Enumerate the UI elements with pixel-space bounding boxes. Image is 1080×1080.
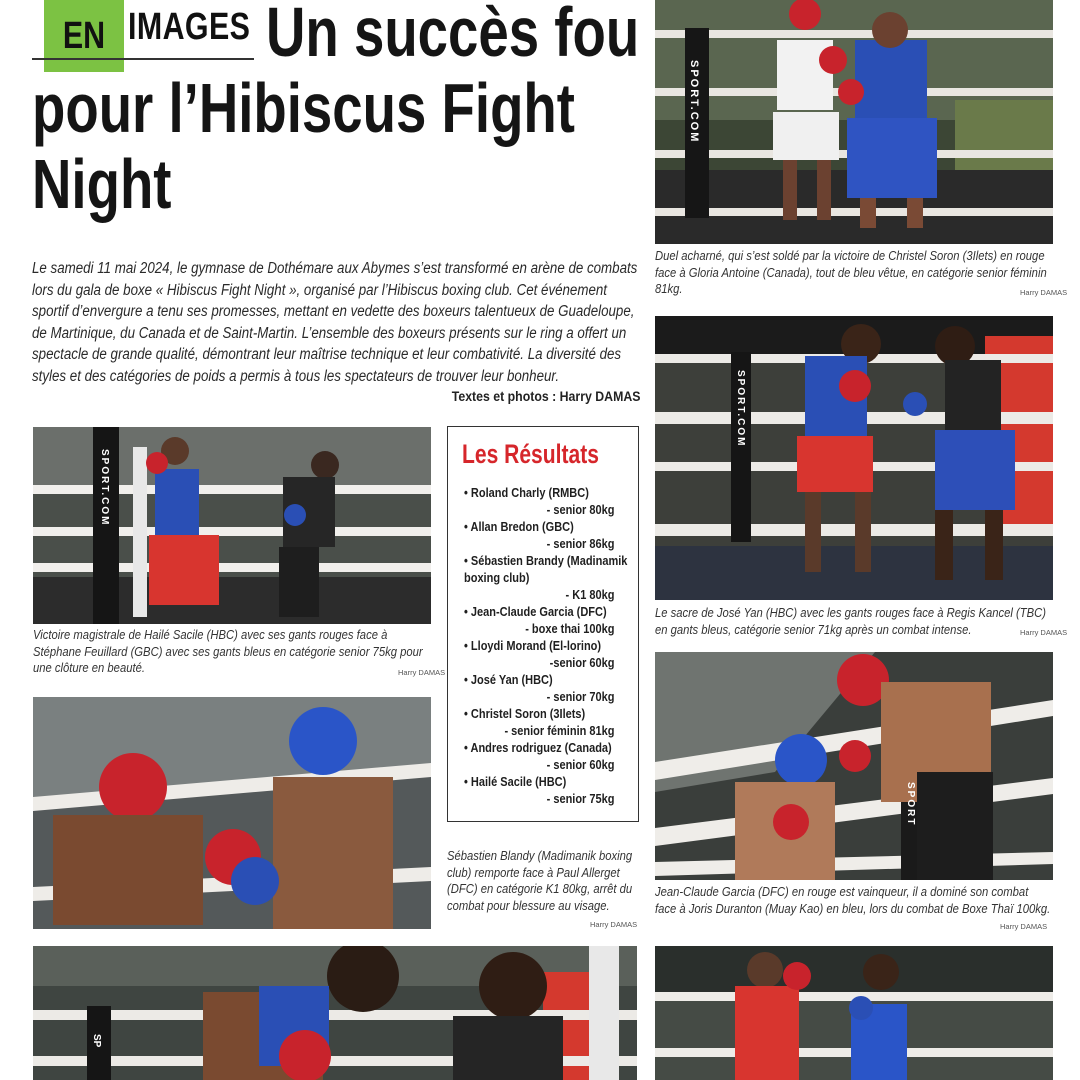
headline-line-2: pour l’Hibiscus Fight bbox=[32, 69, 575, 147]
headline-line-3: Night bbox=[32, 145, 172, 223]
article-credit: Textes et photos : Harry DAMAS bbox=[451, 388, 640, 404]
photo-credit-2: Harry DAMAS bbox=[398, 668, 446, 677]
results-list bbox=[464, 485, 634, 808]
caption-photo-1: Duel acharné, qui s’est soldé par la victoire de Christel Soron (3Ilets) en rouge face à Gloria Antoine (Canada), tout de bleu vêtue, en catégorie senior féminin 81kg. bbox=[655, 249, 1047, 296]
caption-photo-4: Sébastien Blandy (Madimanik boxing club) remporte face à Paul Allerget (DFC) en catégorie K1 80kg, arrêt du combat pour blessure au visage. bbox=[447, 849, 633, 913]
photo-bottom-left-bout bbox=[33, 946, 637, 1080]
caption-photo-5: Jean-Claude Garcia (DFC) en rouge est vainqueur, il a dominé son combat face à Joris Duranton (Muay Kao) en bleu, lors du combat de Boxe Thaï 100kg. bbox=[655, 885, 1051, 916]
corner-post-label: SPORT.COM bbox=[99, 449, 110, 527]
section-tag-en: EN bbox=[44, 0, 124, 72]
result-item: • Jean-Claude Garcia (DFC) - boxe thai 100kg bbox=[464, 604, 636, 638]
photo-soron-vs-antoine bbox=[655, 0, 1053, 244]
corner-post-label: SPORT bbox=[905, 782, 916, 827]
photo-credit-4: Harry DAMAS bbox=[590, 920, 638, 929]
photo-blandy-vs-allerget bbox=[33, 697, 431, 929]
results-title: Les Résultats bbox=[462, 439, 599, 469]
corner-post-label: SPORT.COM bbox=[735, 370, 746, 448]
photo-yan-vs-kancel bbox=[655, 316, 1053, 600]
photo-sacile-vs-feuillard bbox=[33, 427, 431, 624]
result-item: • Lloydi Morand (El-lorino) -senior 60kg bbox=[464, 638, 636, 672]
corner-post-label: SP bbox=[91, 1034, 102, 1048]
result-item: • José Yan (HBC) - senior 70kg bbox=[464, 672, 636, 706]
corner-post-label: SPORT.COM bbox=[688, 60, 700, 144]
intro-text: Le samedi 11 mai 2024, le gymnase de Dothémare aux Abymes s’est transformé en arène de combats lors du gala de boxe « Hibiscus Fight Night », organisé par l’Hibiscus boxing club. Cet événement sportif d’envergure a tenu ses promesses, mettant en vedette des boxeurs talentueux de Guadeloupe, de Martinique, du Canada et de Saint-Martin. L’ensemble des boxeurs présents sur le ring a offert un spectacle de grande qualité, démontrant leur maîtrise technique et leur combativité. La diversité des styles et des catégories de poids a permis à tous les spectateurs de trouver leur bonheur. bbox=[32, 260, 638, 385]
section-tag-images: IMAGES bbox=[128, 6, 251, 48]
result-item: • Roland Charly (RMBC) - senior 80kg bbox=[464, 485, 636, 519]
result-item: • Andres rodriguez (Canada) - senior 60kg bbox=[464, 740, 636, 774]
result-item: • Christel Soron (3Ilets) - senior féminin 81kg bbox=[464, 706, 636, 740]
photo-bottom-right-bout bbox=[655, 946, 1053, 1080]
headline-line-1: Un succès fou bbox=[266, 0, 640, 71]
photo-credit-1: Harry DAMAS bbox=[1020, 288, 1068, 297]
photo-garcia-vs-duranton bbox=[655, 652, 1053, 880]
photo-credit-3: Harry DAMAS bbox=[1020, 628, 1068, 637]
photo-credit-5: Harry DAMAS bbox=[1000, 922, 1048, 931]
article-headline bbox=[32, 0, 640, 223]
result-item: • Allan Bredon (GBC) - senior 86kg bbox=[464, 519, 636, 553]
results-box bbox=[447, 426, 639, 822]
caption-photo-2: Victoire magistrale de Hailé Sacile (HBC) avec ses gants rouges face à Stéphane Feuillard (GBC) avec ses gants bleus en catégorie senior 75kg pour une clôture en beauté. bbox=[33, 628, 423, 675]
result-item: • Sébastien Brandy (Madinamik boxing club) - K1 80kg bbox=[464, 553, 636, 604]
result-item: • Hailé Sacile (HBC) - senior 75kg bbox=[464, 774, 636, 808]
caption-photo-3: Le sacre de José Yan (HBC) avec les gants rouges face à Regis Kancel (TBC) en gants bleus, catégorie senior 71kg après un combat intense. bbox=[655, 606, 1047, 637]
article-intro bbox=[32, 258, 640, 387]
